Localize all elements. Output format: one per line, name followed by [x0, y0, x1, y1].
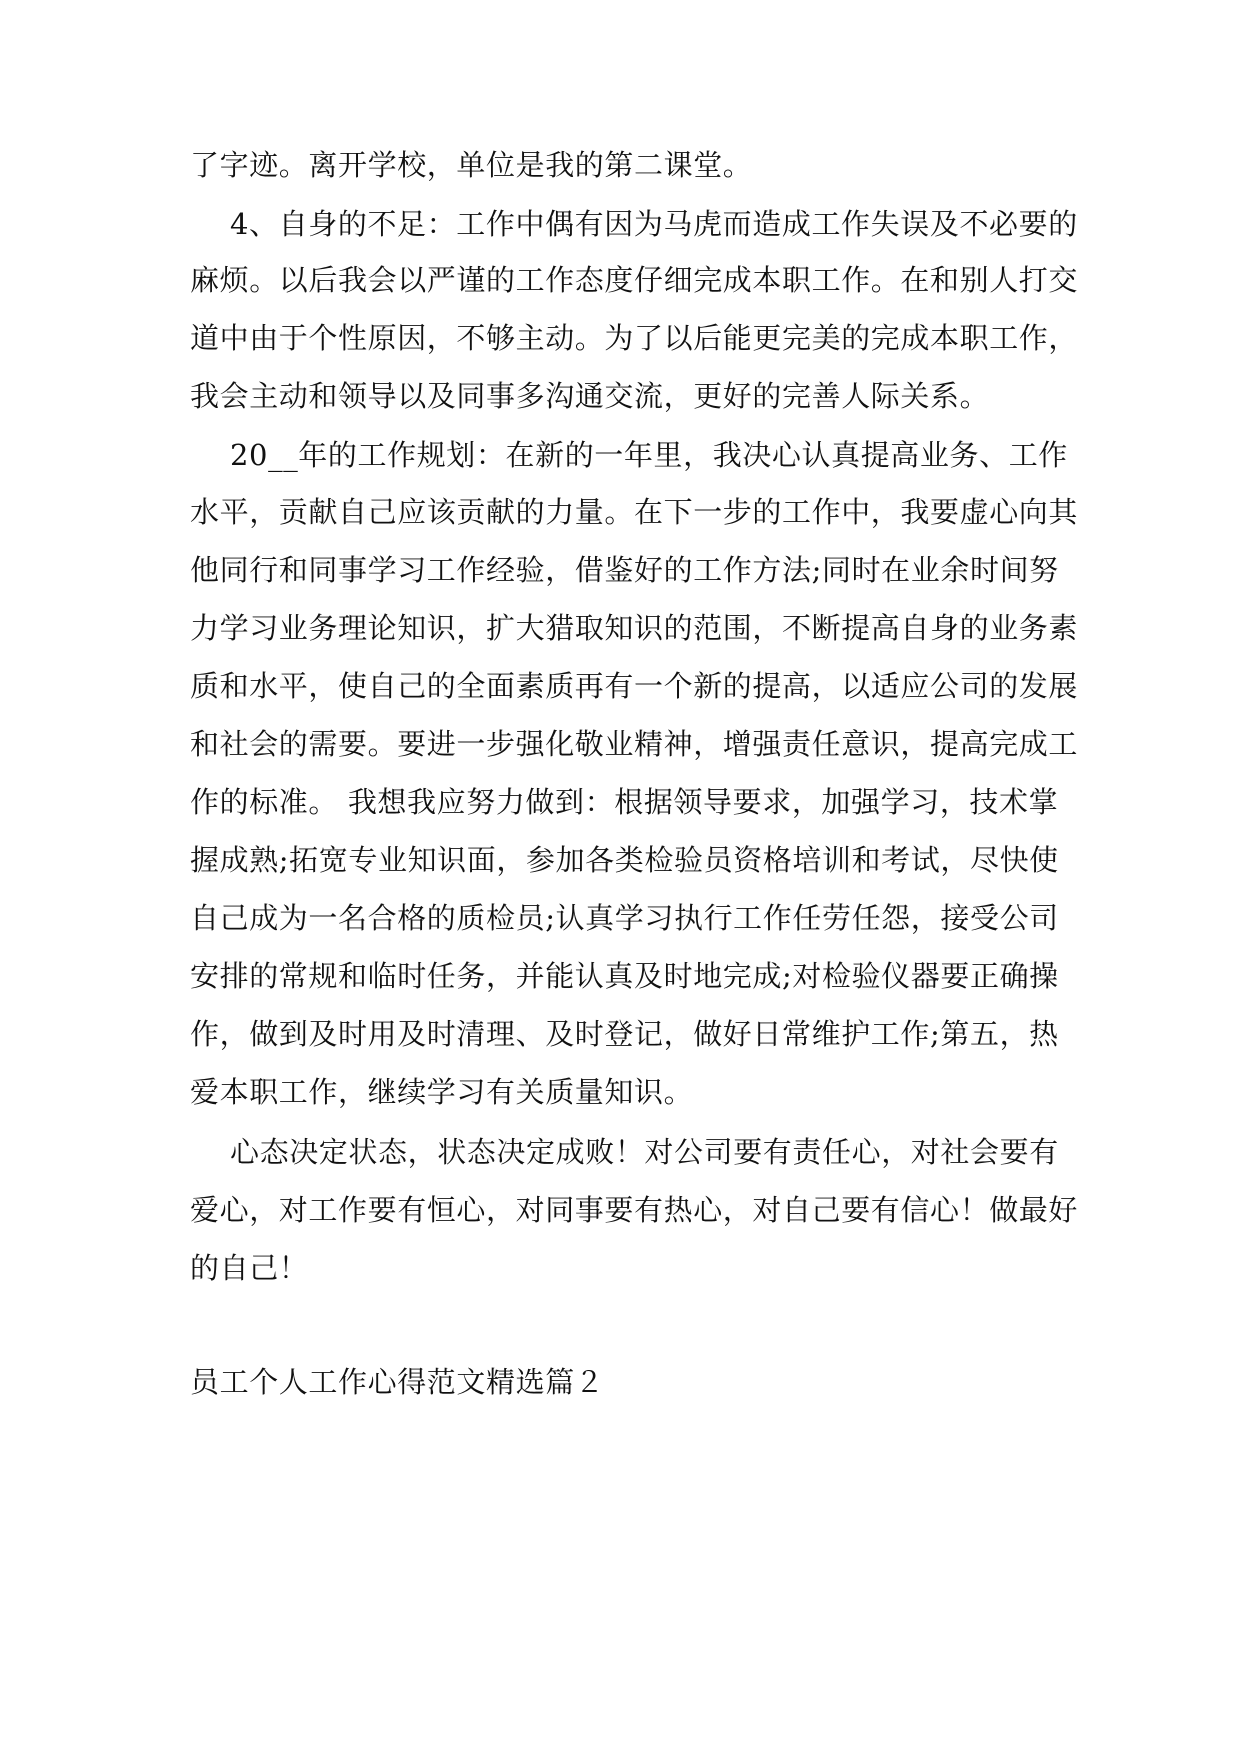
section-heading: 员工个人工作心得范文精选篇２ — [190, 1365, 605, 1399]
paragraph-line: 自己成为一名合格的质检员;认真学习执行工作任劳任怨，接受公司 — [190, 901, 1059, 935]
paragraph-line: 和社会的需要。要进一步强化敬业精神，增强责任意识，提高完成工 — [190, 727, 1079, 761]
paragraph-line: 他同行和同事学习工作经验，借鉴好的工作方法;同时在业余时间努 — [190, 553, 1059, 587]
paragraph-line: 道中由于个性原因，不够主动。为了以后能更完美的完成本职工作， — [190, 321, 1079, 355]
paragraph-line: 安排的常规和临时任务，并能认真及时地完成;对检验仪器要正确操 — [190, 959, 1059, 993]
paragraph-line: 爱本职工作，继续学习有关质量知识。 — [190, 1075, 694, 1109]
paragraph-line: 力学习业务理论知识，扩大猎取知识的范围，不断提高自身的业务素 — [190, 611, 1079, 645]
paragraph-line: 的自己！ — [190, 1251, 309, 1285]
paragraph-line: 20__年的工作规划：在新的一年里，我决心认真提高业务、工作 — [230, 438, 1068, 472]
paragraph-line: 了字迹。离开学校，单位是我的第二课堂。 — [190, 148, 753, 182]
paragraph-line: 质和水平，使自己的全面素质再有一个新的提高，以适应公司的发展 — [190, 669, 1079, 703]
paragraph-line: 麻烦。以后我会以严谨的工作态度仔细完成本职工作。在和别人打交 — [190, 263, 1079, 297]
paragraph-line: 作，做到及时用及时清理、及时登记，做好日常维护工作;第五，热 — [190, 1017, 1059, 1051]
paragraph-line: 握成熟;拓宽专业知识面，参加各类检验员资格培训和考试，尽快使 — [190, 843, 1059, 877]
paragraph-line: 心态决定状态，状态决定成败！对公司要有责任心，对社会要有 — [230, 1135, 1059, 1169]
paragraph-line: 水平，贡献自己应该贡献的力量。在下一步的工作中，我要虚心向其 — [190, 495, 1079, 529]
paragraph-line: 爱心，对工作要有恒心，对同事要有热心，对自己要有信心！做最好 — [190, 1193, 1079, 1227]
paragraph-line: 我会主动和领导以及同事多沟通交流，更好的完善人际关系。 — [190, 379, 990, 413]
paragraph-line: 4、自身的不足：工作中偶有因为马虎而造成工作失误及不必要的 — [230, 207, 1078, 241]
paragraph-line: 作的标准。 我想我应努力做到：根据领导要求，加强学习，技术掌 — [190, 785, 1059, 819]
